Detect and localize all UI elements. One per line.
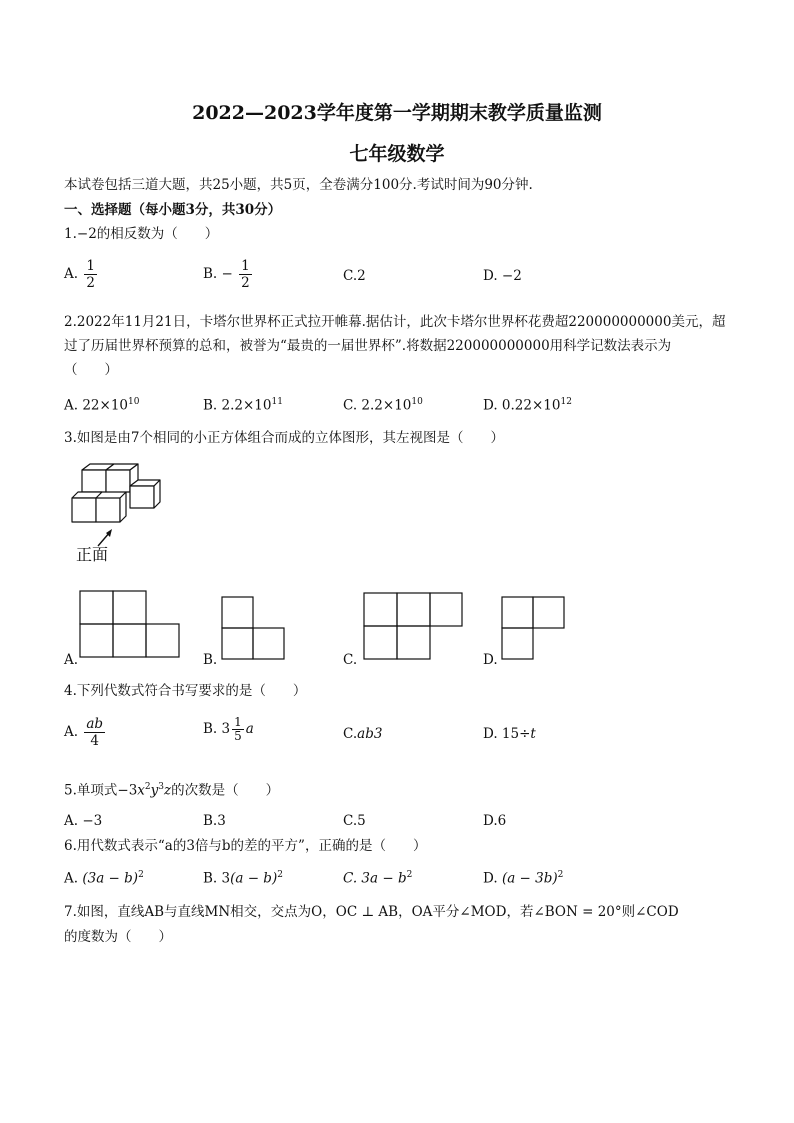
question-2-option-c [343, 397, 423, 414]
front-view-label: 正面 [76, 545, 109, 564]
question-2-option-a [64, 397, 139, 414]
expression: C. 3a − b [343, 870, 407, 887]
variable: ab [86, 716, 104, 732]
question-3-option-d: D. [483, 652, 498, 668]
variable: t [530, 726, 536, 742]
question-6-stem: 6.用代数式表示“a的3倍与b的差的平方”，正确的是（ ） [64, 838, 427, 854]
option-text: A. 22×10 [64, 397, 128, 414]
question-6-option-d [483, 870, 563, 887]
option-label: B. 3 [203, 721, 231, 737]
option-text: C. 2.2×10 [343, 397, 412, 414]
exponent: 12 [560, 397, 572, 407]
monomial-y: y [150, 782, 159, 799]
question-1-stem: 1.−2的相反数为（ ） [64, 226, 219, 242]
exponent: 2 [406, 870, 413, 880]
question-4-option-c [343, 726, 382, 742]
exponent: 11 [271, 397, 283, 407]
question-2-option-d [483, 397, 572, 414]
fraction-denominator: 5 [234, 729, 242, 743]
question-3-option-c: C. [343, 652, 358, 668]
fraction-numerator: 1 [241, 258, 250, 274]
option-label: C. [343, 726, 358, 742]
exponent: 10 [411, 397, 423, 407]
fraction-denominator: 2 [241, 275, 250, 291]
exponent: 2 [277, 870, 283, 880]
cube-stack-figure [66, 462, 166, 532]
exponent: 2 [557, 870, 564, 880]
variable: ab3 [357, 726, 383, 742]
exponent: 2 [138, 870, 144, 880]
question-2-line-1: 2.2022年11月21日，卡塔尔世界杯正式拉开帷幕.据估计，此次卡塔尔世界杯花费超220000000000美元，超 [64, 314, 726, 330]
question-4-option-b [203, 716, 254, 743]
expression: (a − b) [230, 870, 278, 887]
question-6-option-b [203, 870, 283, 887]
option-label: D. [483, 870, 498, 887]
question-1-option-b [203, 258, 254, 291]
question-5-option-d: D.6 [483, 813, 507, 829]
question-4-option-a [64, 716, 107, 749]
option-label: B. − [203, 266, 233, 282]
question-5-stem [64, 777, 279, 801]
question-3-stem: 3.如图是由7个相同的小正方体组合而成的立体图形，其左视图是（ ） [64, 430, 504, 446]
question-4-option-d [483, 726, 536, 742]
fraction-numerator: 1 [234, 715, 242, 729]
question-3-option-d-figure [502, 597, 564, 659]
question-1-option-a [64, 258, 99, 291]
question-3-option-b-figure [222, 597, 284, 659]
option-label: A. [64, 724, 79, 740]
stem-text: 5.单项式−3 [64, 782, 138, 799]
fraction-denominator: 2 [86, 275, 95, 291]
fraction-denominator: 4 [90, 733, 99, 749]
question-3-option-c-figure [364, 593, 462, 659]
question-2-line-3: （ ） [64, 362, 118, 378]
fraction-numerator: 1 [86, 258, 95, 274]
question-7-line-2: 的度数为（ ） [64, 929, 172, 945]
fraction-numerator [84, 716, 105, 733]
question-6-option-c [343, 870, 412, 887]
monomial-x: x [137, 782, 145, 799]
page-title: 2022—2023学年度第一学期期末教学质量监测 [192, 102, 602, 124]
variable: a [245, 721, 254, 737]
exponent: 2 [144, 782, 151, 792]
expression: (3a − b) [82, 870, 139, 887]
option-label: A. [64, 266, 79, 282]
exponent: 3 [158, 782, 165, 792]
question-5-option-b: B.3 [203, 813, 226, 829]
expression: (a − 3b) [501, 870, 558, 887]
question-2-line-2: 过了历届世界杯预算的总和，被誉为“最贵的一届世界杯”.将数据220000000000用科学记数法表示为 [64, 338, 672, 354]
stem-text: 的次数是（ ） [171, 782, 280, 799]
question-3-option-a-figure [80, 591, 180, 657]
question-5-option-a: A. −3 [64, 813, 103, 829]
question-7-line-1: 7.如图，直线AB与直线MN相交，交点为O，OC ⊥ AB，OA平分∠MOD，若∠BON = 20°则∠COD [64, 904, 679, 920]
exponent: 10 [128, 397, 140, 407]
page-subtitle: 七年级数学 [349, 143, 445, 165]
option-label: D. 15÷ [483, 726, 531, 742]
exam-intro: 本试卷包括三道大题，共25小题，共5页，全卷满分100分.考试时间为90分钟. [64, 177, 533, 193]
question-2-option-b [203, 397, 283, 414]
option-label: A. [64, 870, 79, 887]
option-text: D. 0.22×10 [483, 397, 561, 414]
question-1-option-c: C.2 [343, 268, 366, 284]
question-3-option-a: A. [64, 652, 79, 668]
section-heading: 一、选择题（每小题3分，共30分） [64, 202, 282, 218]
question-5-option-c: C.5 [343, 813, 366, 829]
question-3-option-b: B. [203, 652, 218, 668]
question-1-option-d: D. −2 [483, 268, 522, 284]
question-6-option-a [64, 870, 144, 887]
option-label: B. 3 [203, 870, 231, 887]
monomial-z: z [164, 782, 172, 799]
option-text: B. 2.2×10 [203, 397, 272, 414]
question-4-stem: 4.下列代数式符合书写要求的是（ ） [64, 683, 307, 699]
